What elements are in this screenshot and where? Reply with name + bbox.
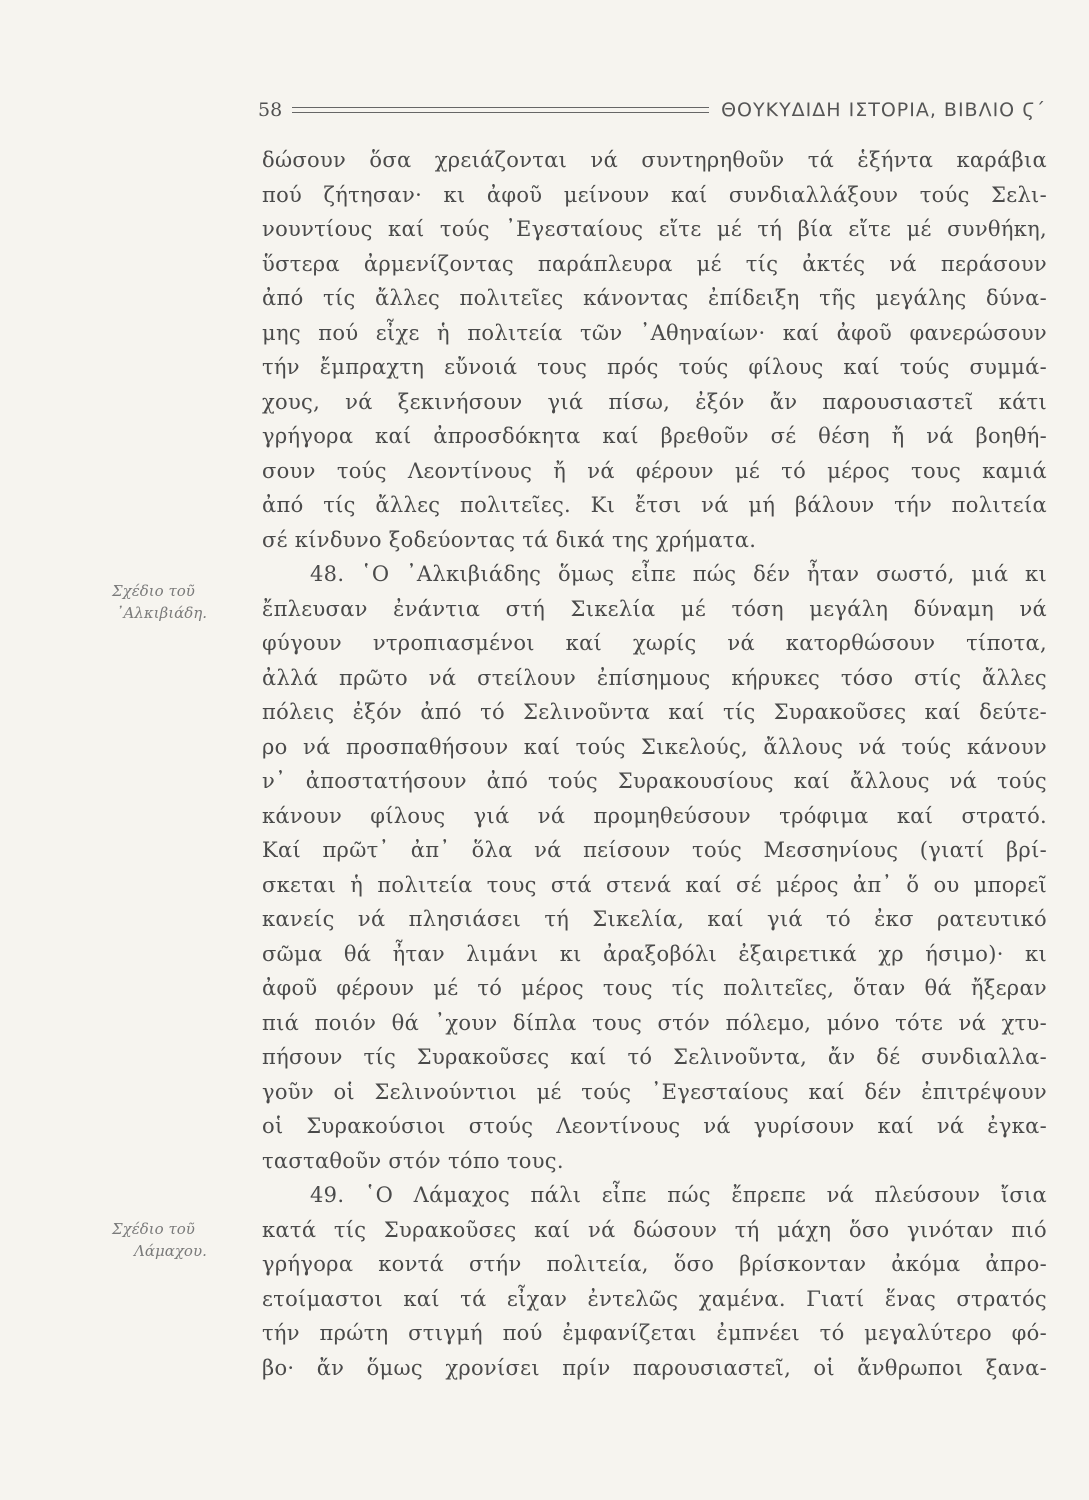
text-line: ὕστερα ἀρμενίζοντας παράπλευρα μέ τίς ἀκτές νά περάσουν [262,251,1047,276]
text-line: κατά τίς Συρακοῦσες καί νά δώσουν τή μάχη ὅσο γινόταν πιό [262,1217,1047,1242]
text-line: ἔπλευσαν ἐνάντια στή Σικελία μέ τόση μεγάλη δύναμη νά [262,596,1047,621]
text-line: Καί πρῶτ᾿ ἀπ᾿ ὅλα νά πείσουν τούς Μεσσηνίους (γιατί βρί- [262,838,1047,862]
section-49-start: 49. ῾Ο Λάμαχος πάλι εἶπε πώς ἔπρεπε νά πλεύσουν ἴσια [310,1183,1047,1207]
text-line: βο· ἄν ὅμως χρονίσει πρίν παρουσιαστεῖ, οἱ ἄνθρωποι ξανα- [262,1355,1047,1380]
body-text [262,143,1047,1385]
text-line: ρο νά προσπαθήσουν καί τούς Σικελούς, ἄλλους νά τούς κάνουν [262,734,1047,759]
running-title: ΘΟΥΚΥΔΙΔΗ ΙΣΤΟΡΙΑ, ΒΙΒΛΙΟ Ϛ΄ [721,99,1046,121]
text-line: πού ζήτησαν· κι ἀφοῦ μείνουν καί συνδιαλλάξουν τούς Σελι- [262,182,1047,207]
text-line: γρήγορα καί ἀπροσδόκητα καί βρεθοῦν σέ θέση ἤ νά βοηθή- [262,424,1047,448]
text-line: σῶμα θά ἦταν λιμάνι κι ἀραξοβόλι ἐξαιρετικά χρ ήσιμο)· κι [262,941,1047,966]
text-line: σέ κίνδυνο ξοδεύοντας τά δικά της χρήματα. [262,527,757,552]
text-line: πιά ποιόν θά ᾿χουν δίπλα τους στόν πόλεμο, μόνο τότε νά χτυ- [262,1010,1047,1035]
text-line: μης πού εἶχε ἡ πολιτεία τῶν ᾿Αθηναίων· καί ἀφοῦ φανερώσουν [262,320,1047,345]
text-line: ετοίμαστοι καί τά εἶχαν ἐντελῶς χαμένα. Γιατί ἕνας στρατός [262,1286,1047,1311]
text-line: τήν ἔμπραχτη εὔνοιά τους πρός τούς φίλους καί τούς συμμά- [262,355,1047,379]
section-48-start: 48. ῾Ο ᾿Αλκιβιάδης ὅμως εἶπε πώς δέν ἦταν σωστό, μιά κι [310,562,1047,586]
text-line: κανείς νά πλησιάσει τή Σικελία, καί γιά τό ἐκσ ρατευτικό [262,907,1047,931]
text-line: νουντίους καί τούς ᾿Εγεσταίους εἴτε μέ τή βία εἴτε μέ συνθήκη, [262,217,1047,241]
margin-note-lamachus [112,1218,252,1262]
text-line: ἀπό τίς ἄλλες πολιτεῖες. Κι ἔτσι νά μή βάλουν τήν πολιτεία [262,493,1047,517]
margin-note-line: ᾿Αλκιβιάδη. [116,604,208,622]
margin-note-line: Σχέδιο τοῦ [112,1220,195,1238]
text-line: γοῦν οἱ Σελινούντιοι μέ τούς ᾿Εγεσταίους καί δέν ἐπιτρέψουν [262,1079,1047,1104]
running-header [258,95,1046,125]
text-line: γρήγορα κοντά στήν πολιτεία, ὅσο βρίσκονταν ἀκόμα ἀπρο- [262,1252,1047,1276]
text-line: κάνουν φίλους γιά νά προμηθεύσουν τρόφιμα καί στρατό. [262,803,1047,828]
page-number: 58 [258,99,283,121]
text-line: σουν τούς Λεοντίνους ἤ νά φέρουν μέ τό μέρος τους καμιά [262,458,1047,483]
text-line: πήσουν τίς Συρακοῦσες καί τό Σελινοῦντα, ἄν δέ συνδιαλλα- [262,1045,1047,1069]
text-line: δώσουν ὅσα χρειάζονται νά συντηρηθοῦν τά ἑξήντα καράβια [262,148,1047,172]
margin-note-alcibiades [112,580,252,624]
header-rule [292,107,709,113]
margin-note-line: Σχέδιο τοῦ [112,582,195,600]
text-line: τασταθοῦν στόν τόπο τους. [262,1148,564,1173]
text-line: ἀπό τίς ἄλλες πολιτεῖες κάνοντας ἐπίδειξη τῆς μεγάλης δύνα- [262,286,1047,310]
text-line: ἀλλά πρῶτο νά στείλουν ἐπίσημους κήρυκες τόσο στίς ἄλλες [262,665,1047,690]
text-line: οἱ Συρακούσιοι στούς Λεοντίνους νά γυρίσουν καί νά ἐγκα- [262,1114,1047,1138]
margin-note-line: Λάμαχου. [134,1242,207,1260]
text-line: τήν πρώτη στιγμή πού ἐμφανίζεται ἐμπνέει τό μεγαλύτερο φό- [262,1321,1047,1345]
text-line: πόλεις ἐξόν ἀπό τό Σελινοῦντα καί τίς Συρακοῦσες καί δεύτε- [262,700,1047,724]
text-line: ν᾿ ἀποστατήσουν ἀπό τούς Συρακουσίους καί ἄλλους νά τούς [262,769,1047,793]
text-line: χους, νά ξεκινήσουν γιά πίσω, ἐξόν ἄν παρουσιαστεῖ κάτι [262,389,1047,414]
text-line: σκεται ἡ πολιτεία τους στά στενά καί σέ μέρος ἀπ᾿ ὅ ου μπορεῖ [262,872,1047,897]
text-line: φύγουν ντροπιασμένοι καί χωρίς νά κατορθώσουν τίποτα, [262,631,1047,655]
text-line: ἀφοῦ φέρουν μέ τό μέρος τους τίς πολιτεῖες, ὅταν θά ἤξεραν [262,976,1047,1000]
